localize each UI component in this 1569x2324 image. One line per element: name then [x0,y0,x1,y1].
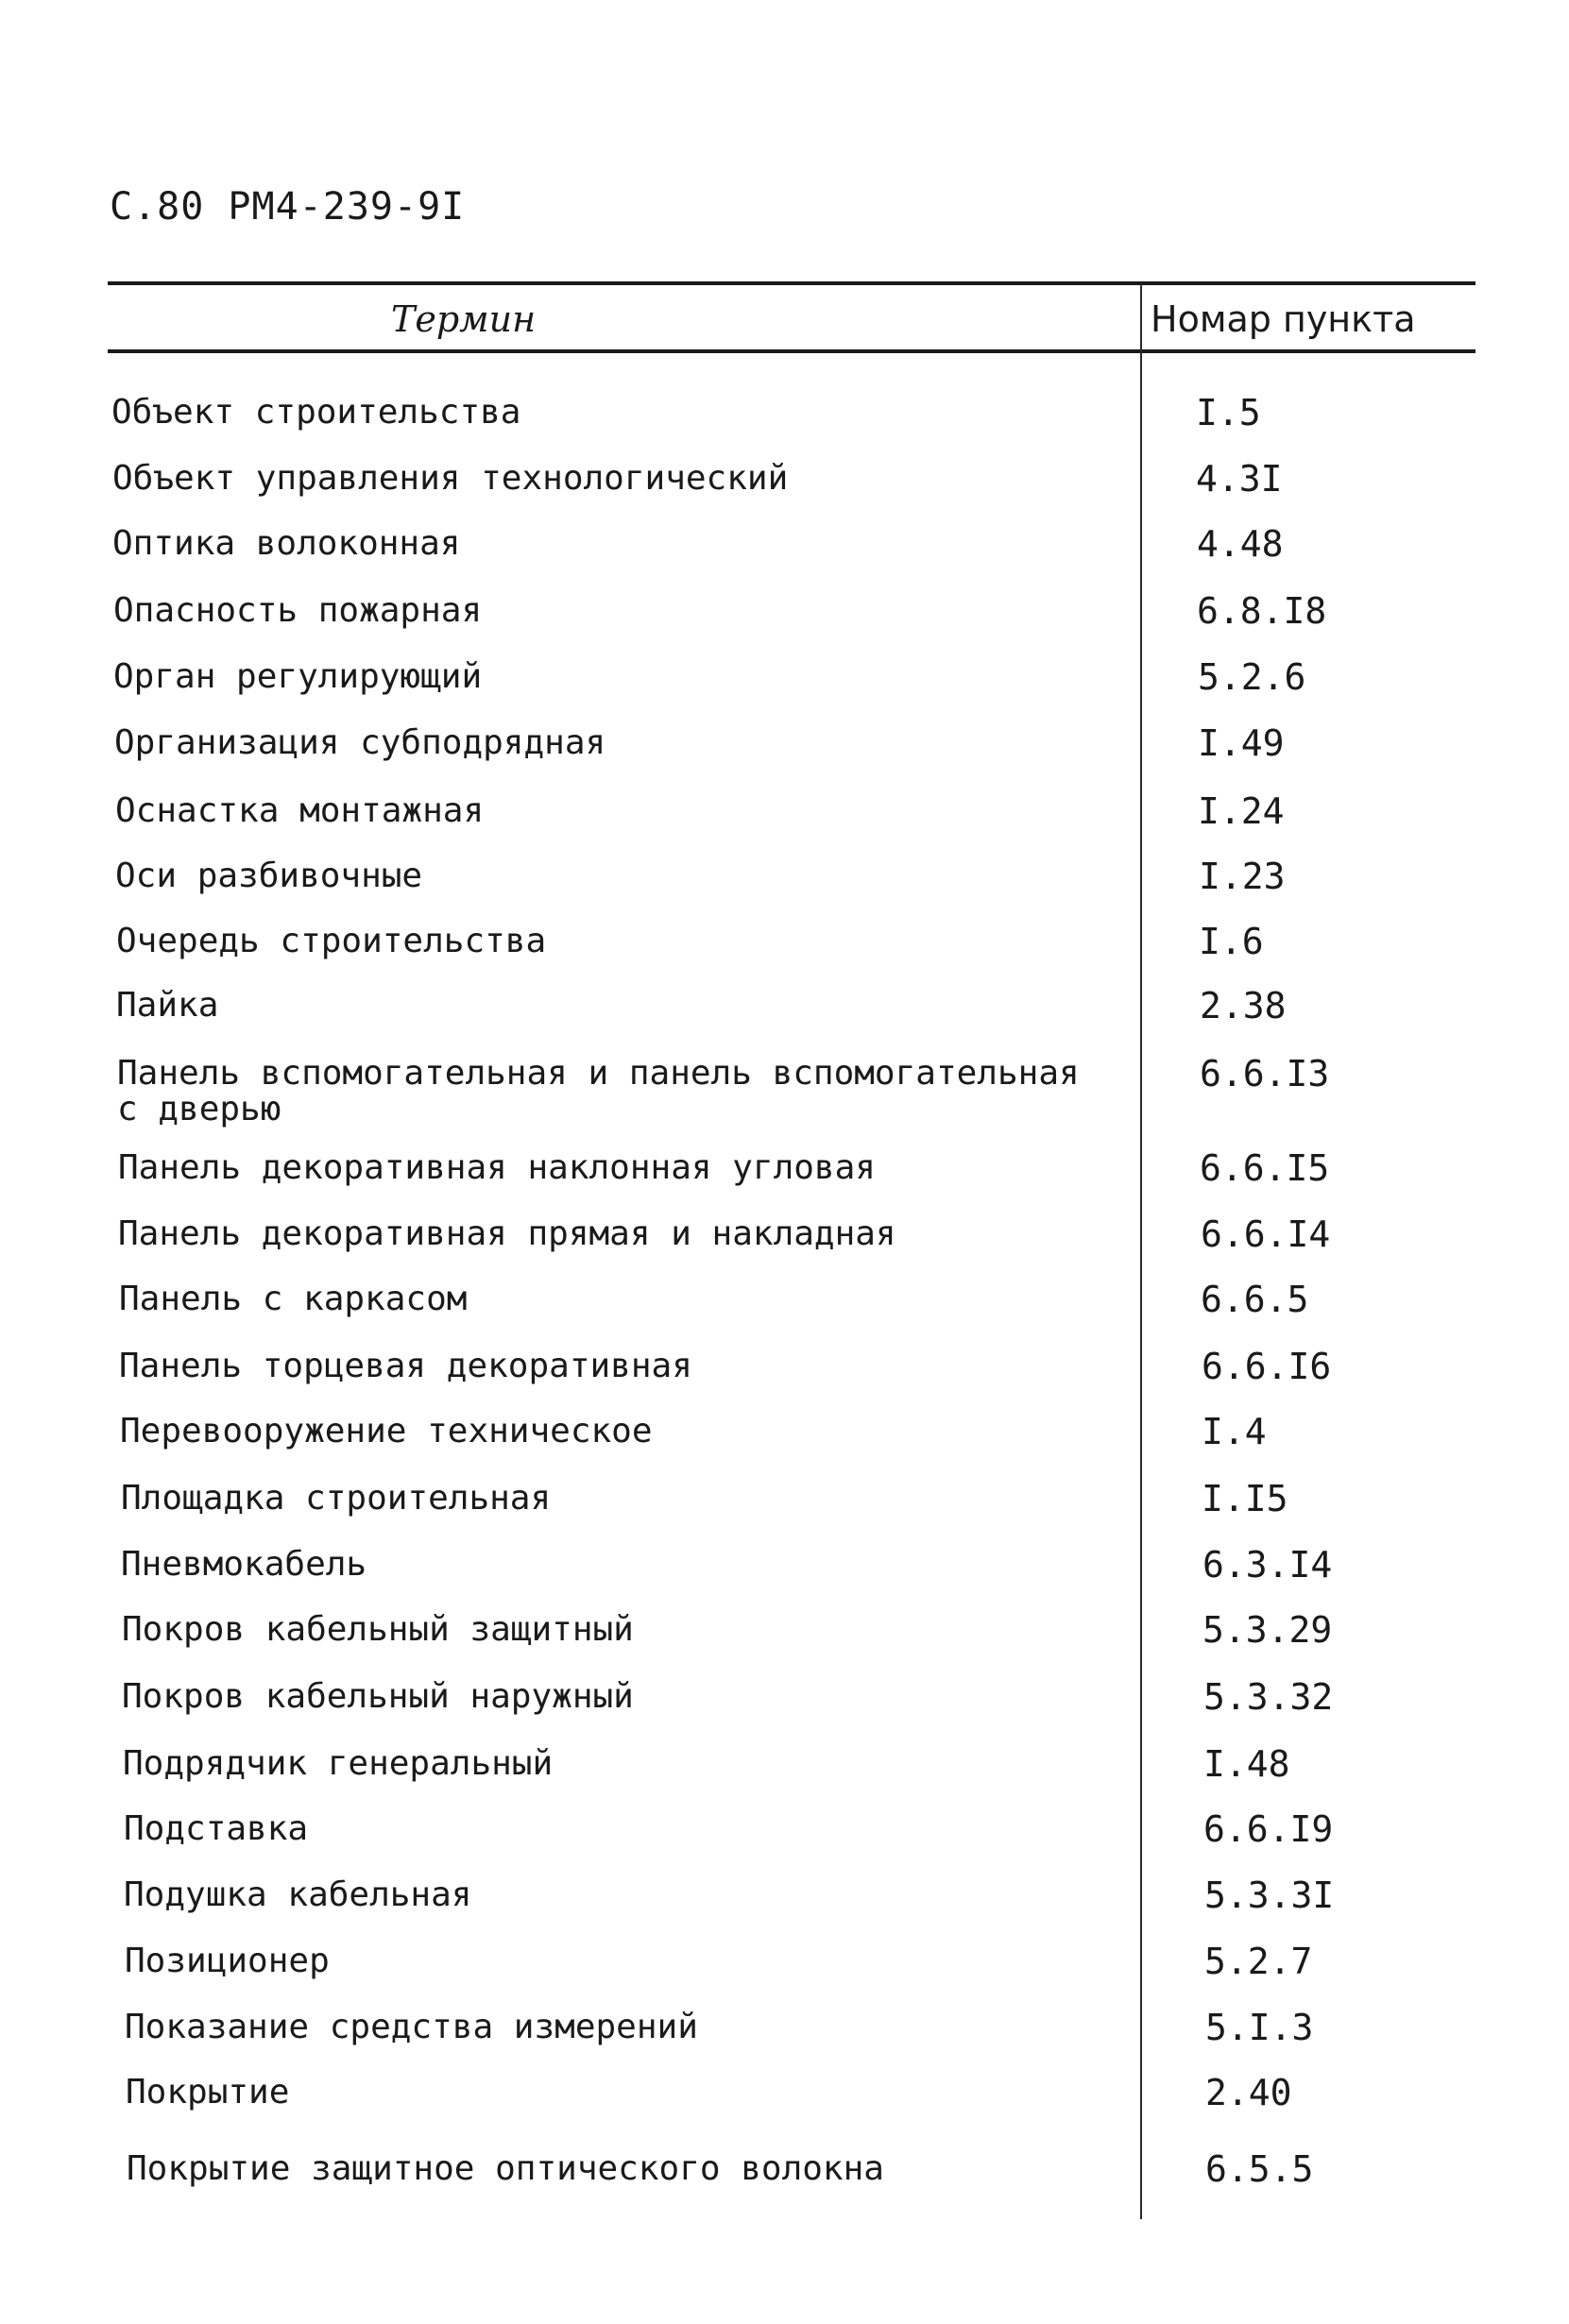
term-cell: Подрядчик генеральный [123,1744,554,1783]
clause-number-cell: I.I5 [1202,1478,1288,1519]
term-cell: Покрытие защитное оптического волокна [127,2149,884,2188]
clause-number-cell: I.49 [1198,722,1285,764]
term-cell: Оснастка монтажная [115,791,485,830]
clause-number-cell: 2.40 [1205,2072,1292,2113]
clause-number-cell: 6.8.I8 [1197,590,1327,632]
table-header-term: Термин [391,298,537,340]
clause-number-cell: 6.3.I4 [1202,1544,1333,1586]
clause-number-cell: 6.6.5 [1201,1279,1309,1320]
term-cell: Панель вспомогательная и панель вспомогательная с дверью [117,1054,1080,1128]
term-cell: Перевооружение техническое [120,1412,653,1450]
clause-number-cell: 6.6.I5 [1200,1147,1330,1189]
clause-number-cell: I.5 [1196,392,1261,433]
term-cell: Оптика волоконная [112,524,461,563]
term-cell: Панель декоративная прямая и накладная [118,1214,896,1253]
clause-number-cell: 5.2.6 [1198,656,1306,698]
term-cell: Панель с каркасом [119,1280,468,1318]
clause-number-cell: 5.3.29 [1202,1609,1333,1651]
clause-number-cell: 4.48 [1197,523,1284,565]
term-cell: Пневмокабель [121,1545,367,1584]
clause-number-cell: I.6 [1199,921,1264,962]
term-cell: Объект строительства [111,393,521,432]
clause-number-cell: 5.2.7 [1204,1941,1313,1982]
term-cell: Панель торцевая декоративная [119,1347,692,1385]
clause-number-cell: I.24 [1198,790,1285,832]
term-cell: Опасность пожарная [113,591,483,630]
term-cell: Покрытие [126,2073,290,2112]
page-header: С.80 РМ4-239-9I [110,185,466,229]
clause-number-cell: 5.I.3 [1205,2007,1314,2048]
clause-number-cell: 4.3I [1196,458,1283,500]
term-cell: Позиционер [125,1942,330,1980]
term-cell: Подушка кабельная [124,1875,472,1914]
term-cell: Показание средства измерений [125,2008,698,2046]
clause-number-cell: 5.3.3I [1204,1874,1335,1916]
term-cell: Покров кабельный защитный [122,1610,634,1649]
clause-number-cell: I.4 [1202,1411,1267,1452]
clause-number-cell: 5.3.32 [1203,1676,1334,1718]
term-cell: Орган регулирующий [113,657,483,696]
term-cell: Очередь строительства [116,922,547,960]
term-cell: Площадка строительная [121,1479,552,1518]
clause-number-cell: 6.6.I3 [1200,1053,1330,1094]
table-header-number: Номар пункта [1151,298,1416,340]
clause-number-cell: 6.5.5 [1205,2148,1314,2190]
term-cell: Покров кабельный наружный [122,1677,634,1716]
term-cell: Объект управления технологический [112,459,789,498]
term-cell: Панель декоративная наклонная угловая [118,1148,876,1187]
clause-number-cell: I.23 [1199,856,1286,897]
clause-number-cell: 6.6.I4 [1201,1213,1331,1255]
clause-number-cell: 6.6.I6 [1202,1346,1332,1387]
term-cell: Пайка [116,986,219,1025]
term-cell: Подставка [124,1809,309,1848]
term-cell: Оси разбивочные [115,857,423,895]
term-cell: Организация субподрядная [114,723,606,762]
clause-number-cell: 6.6.I9 [1203,1808,1334,1850]
clause-number-cell: I.48 [1203,1743,1290,1785]
clause-number-cell: 2.38 [1200,985,1287,1026]
